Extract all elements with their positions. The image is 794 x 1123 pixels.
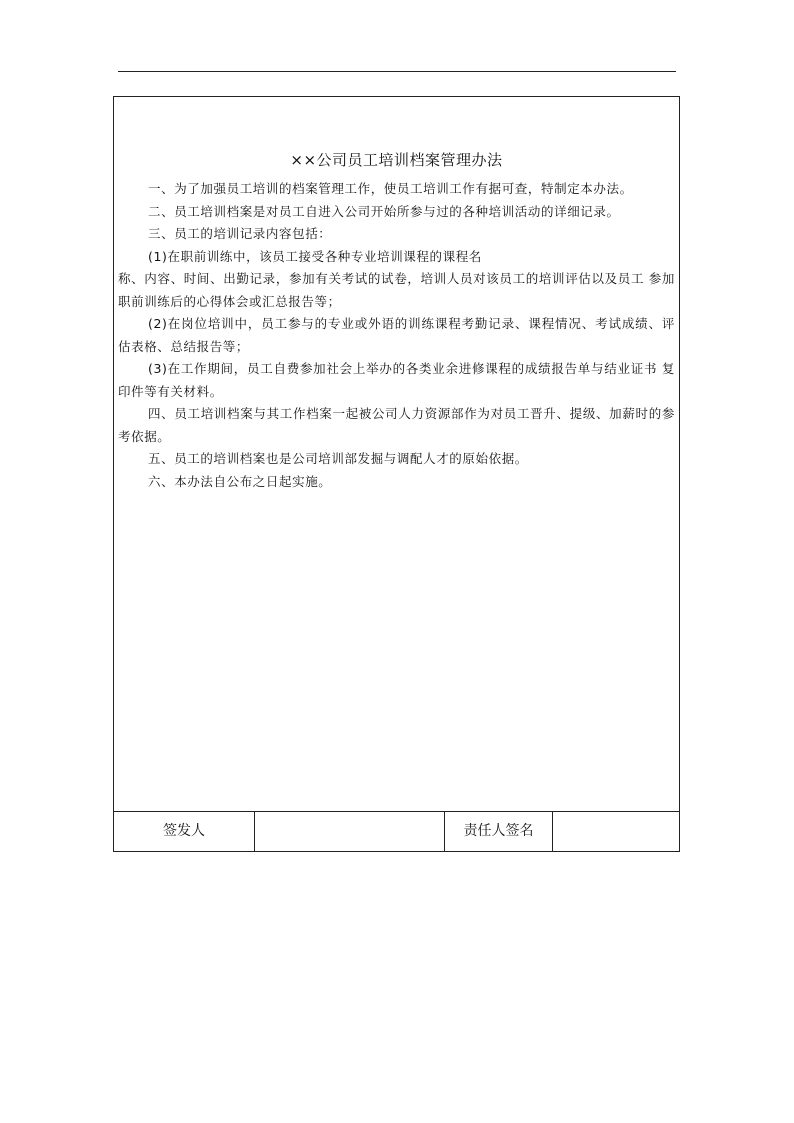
paragraph-3: 三、员工的培训记录内容包括： [148, 226, 332, 241]
paragraph-9: 五、员工的培训档案也是公司培训部发掘与调配人才的原始依据。 [148, 451, 528, 466]
paragraph-5: 称、内容、时间、出勤记录，参加有关考试的试卷，培训人员对该员工的培训评估以及员工 参加职前训练后的心得体会或汇总报告等； [118, 271, 675, 309]
paragraph-8: 四、员工培训档案与其工作档案一起被公司人力资源部作为对员工晋升、提级、加薪时的参 考依据。 [118, 406, 675, 444]
paragraph-1: 一、为了加强员工培训的档案管理工作，使员工培训工作有据可查，特制定本办法。 [148, 181, 633, 196]
paragraph-7: (3)在工作期间，员工自费参加社会上举办的各类业余进修课程的成绩报告单与结业证书 复印件等有关材料。 [118, 361, 675, 399]
content-cell [114, 97, 679, 812]
paragraph-6: (2)在岗位培训中，员工参与的专业或外语的训练课程考勤记录、课程情况、考试成绩、评 估表格、总结报告等； [118, 316, 675, 354]
signature-row [114, 812, 679, 851]
responsible-label: 责任人签名 [445, 812, 553, 851]
document-title: ××公司员工培训档案管理办法 [290, 151, 503, 169]
responsible-signature-field[interactable] [553, 812, 679, 851]
document-frame [113, 96, 680, 852]
paragraph-10: 六、本办法自公布之日起实施。 [148, 473, 332, 489]
paragraph-4: (1)在职前训练中，该员工接受各种专业培训课程的课程名 [148, 248, 482, 264]
issuer-label: 签发人 [114, 812, 255, 851]
paragraph-2: 二、员工培训档案是对员工自进入公司开始所参与过的各种培训活动的详细记录。 [148, 203, 620, 219]
document-body [118, 178, 675, 493]
issuer-signature-field[interactable] [255, 812, 445, 851]
header-rule [118, 71, 676, 72]
